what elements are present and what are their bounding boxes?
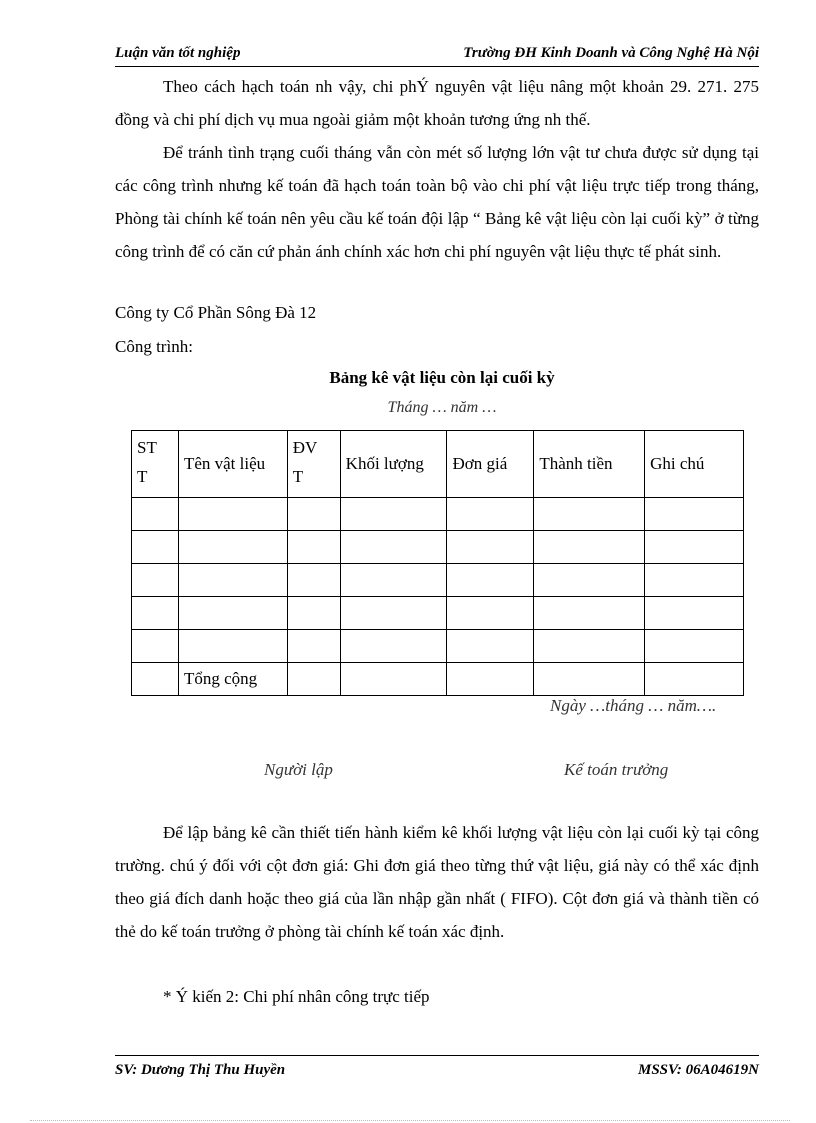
footer-rule: [115, 1055, 759, 1056]
table-row: [132, 564, 744, 597]
company-name: Công ty Cổ Phần Sông Đà 12: [115, 303, 317, 322]
table-row: [132, 498, 744, 531]
footer-left: SV: Dương Thị Thu Huyền: [115, 1062, 286, 1078]
col-header-name: Tên vật liệu: [178, 431, 287, 498]
table-title: Bảng kê vật liệu còn lại cuối kỳ: [329, 368, 555, 387]
table-row: [132, 630, 744, 663]
col-header-unit: ĐV T: [287, 431, 340, 498]
col-header-stt: ST T: [132, 431, 179, 498]
project-label: Công trình:: [115, 337, 193, 356]
paragraph-4: * Ý kiến 2: Chi phí nhân công trực tiếp: [163, 987, 430, 1006]
footer-right: MSSV: 06A04619N: [638, 1062, 759, 1078]
table-subtitle: Tháng … năm …: [387, 399, 497, 416]
col-header-quantity: Khối lượng: [340, 431, 447, 498]
header-left: Luận văn tốt nghiệp: [115, 45, 241, 61]
paragraph-1: Theo cách hạch toán nh vậy, chi phÝ nguyên vật liệu nâng một khoản 29. 271. 275 đồng và chi phí dịch vụ mua ngoài giảm một khoản tương ứng nh thế.: [115, 77, 759, 129]
table-row: [132, 597, 744, 630]
total-label: Tổng cộng: [178, 663, 287, 696]
col-header-unit-price: Đơn giá: [447, 431, 534, 498]
table-header-row: [132, 431, 744, 498]
page-footer: [115, 1062, 759, 1082]
col-header-note: Ghi chú: [645, 431, 744, 498]
material-table: [131, 430, 744, 696]
date-line: Ngày …tháng … năm….: [550, 696, 717, 715]
col-header-amount: Thành tiền: [534, 431, 645, 498]
header-right: Trường ĐH Kinh Doanh và Công Nghệ Hà Nội: [463, 45, 759, 61]
paragraph-2: Để tránh tình trạng cuối tháng vẫn còn mét số lượng lớn vật tư chưa được sử dụng tại các công trình nhưng kế toán đã hạch toán toàn bộ vào chi phí vật liệu trực tiếp trong tháng, Phòng tài chính kế toán nên yêu cầu kế toán đội lập “ Bảng kê vật liệu còn lại cuối kỳ” ở từng công trình để có căn cứ phản ánh chính xác hơn chi phí nguyên vật liệu thực tế phát sinh.: [115, 143, 759, 261]
chief-accountant-signature: Kế toán trưởng: [564, 760, 669, 779]
header-rule: [115, 66, 759, 67]
page-bottom-dotted-line: [30, 1120, 790, 1121]
table-total-row: [132, 663, 744, 696]
page-header: [115, 45, 759, 65]
preparer-signature: Người lập: [264, 760, 333, 779]
table-row: [132, 531, 744, 564]
paragraph-3: Để lập bảng kê cần thiết tiến hành kiểm kê khối lượng vật liệu còn lại cuối kỳ tại công trường. chú ý đối với cột đơn giá: Ghi đơn giá theo từng thứ vật liệu, giá này có thể xác định theo giá đích danh hoặc theo giá của lần nhập gần nhất ( FIFO). Cột đơn giá và thành tiền có thẻ do kế toán trưởng ở phòng tài chính kế toán xác định.: [115, 823, 759, 941]
